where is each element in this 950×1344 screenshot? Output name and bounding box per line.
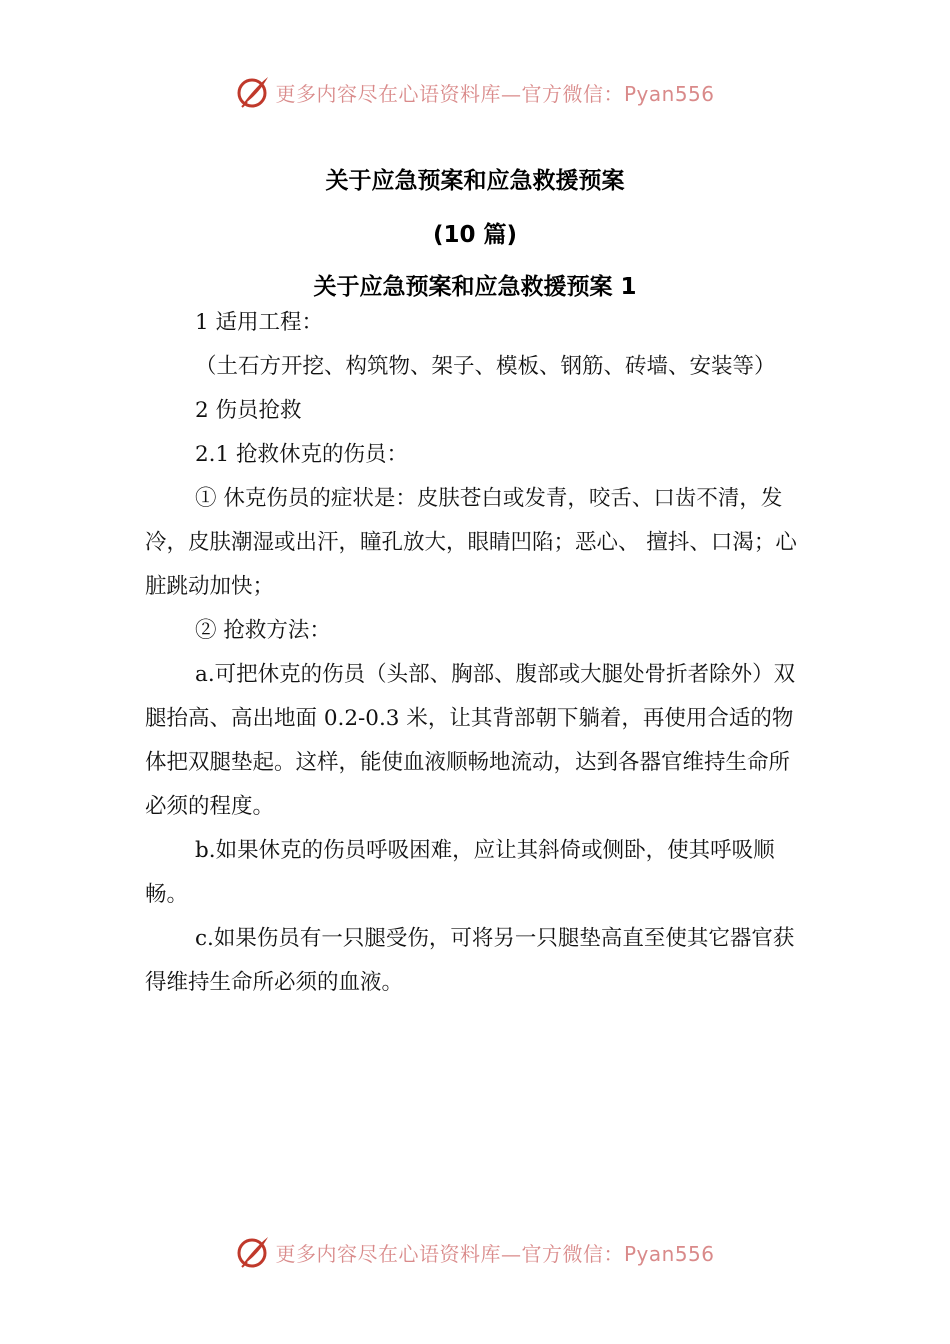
watermark-text: 更多内容尽在心语资料库—官方微信：Pyan556 (275, 1241, 715, 1266)
footer-watermark (0, 1232, 950, 1272)
document-body (145, 301, 810, 1005)
watermark-wechat-id: Pyan556 (623, 81, 715, 106)
watermark-text: 更多内容尽在心语资料库—官方微信：Pyan556 (275, 81, 715, 106)
paragraph: 2.1 抢救休克的伤员： (195, 442, 409, 467)
paragraph: a.可把休克的伤员（头部、胸部、腹部或大腿处骨折者除外）双腿抬高、高出地面 0.2-0.3 米，让其背部朝下躺着，再使用合适的物体把双腿垫起。这样，能使血液顺畅地流动，达到各器官维持生命所必须的程度。 (145, 662, 796, 819)
paragraph: （土石方开挖、构筑物、架子、模板、钢筋、砖墙、安装等） (195, 354, 776, 379)
paragraph: c.如果伤员有一只腿受伤，可将另一只腿垫高直至使其它器官获得维持生命所必须的血液。 (145, 926, 795, 995)
paragraph: b.如果休克的伤员呼吸困难，应让其斜倚或侧卧，使其呼吸顺畅。 (145, 838, 775, 907)
quill-logo-icon (235, 1234, 271, 1270)
paragraph: 1 适用工程： (195, 310, 324, 335)
document-subtitle: (10 篇) (432, 222, 518, 248)
paragraph: ① 休克伤员的症状是：皮肤苍白或发青，咬舌、口齿不清，发冷，皮肤潮湿或出汗，瞳孔放大，眼睛凹陷；恶心、 擅抖、口渴；心脏跳动加快； (145, 486, 797, 599)
section-title: 关于应急预案和应急救援预案 1 (313, 274, 637, 300)
paragraph: ② 抢救方法： (195, 618, 331, 643)
header-watermark (0, 72, 950, 112)
watermark-wechat-id: Pyan556 (623, 1241, 715, 1266)
paragraph: 2 伤员抢救 (195, 398, 302, 423)
document-title: 关于应急预案和应急救援预案 (325, 168, 625, 194)
quill-logo-icon (235, 74, 271, 110)
